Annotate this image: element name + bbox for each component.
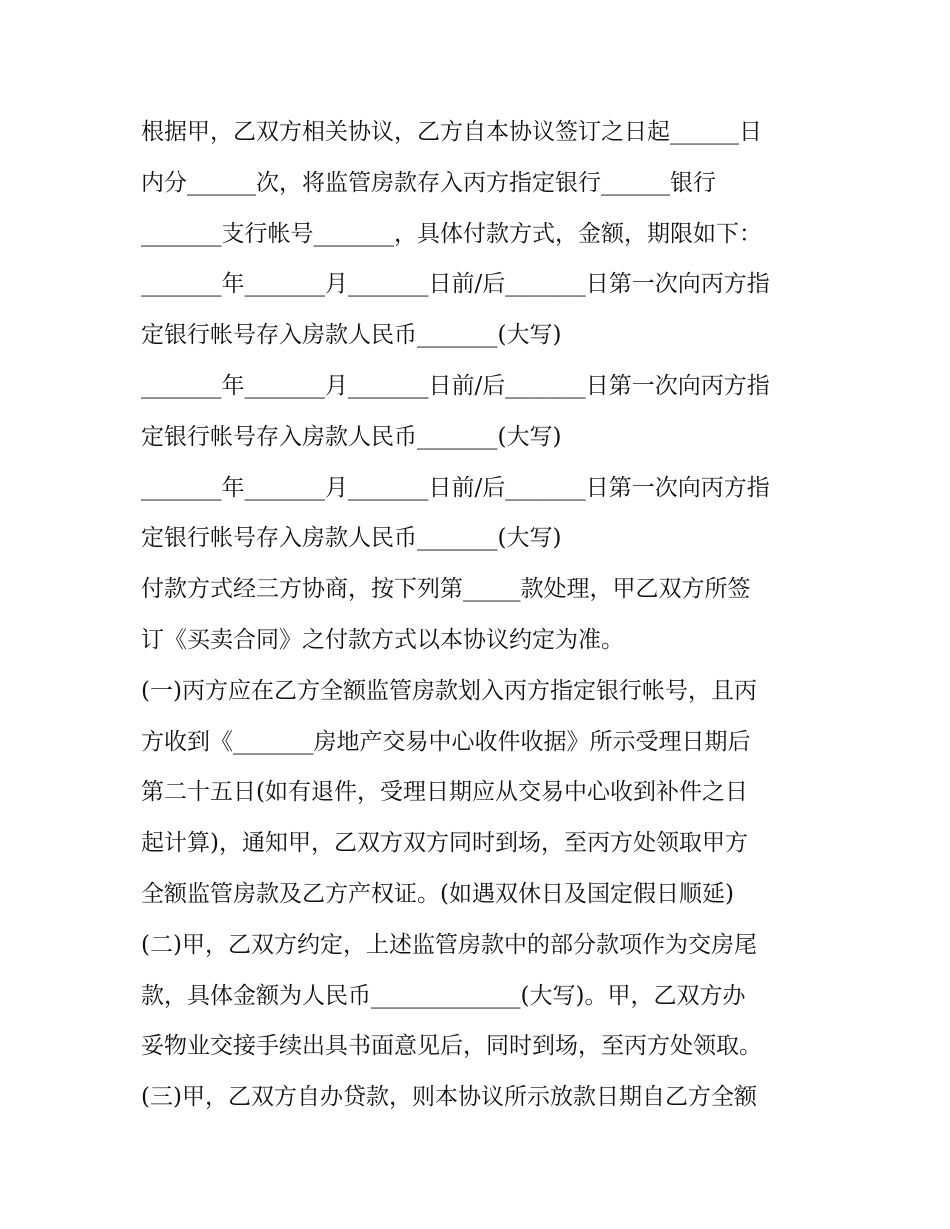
text-line: 定银行帐号存入房款人民币_______(大写) (141, 423, 562, 450)
document-body (141, 107, 821, 1123)
text-line: 订《买卖合同》之付款方式以本协议约定为准。 (141, 626, 624, 653)
text-line: (一)丙方应在乙方全额监管房款划入丙方指定银行帐号，且丙 (141, 677, 757, 704)
text-line: 方收到《_______房地产交易中心收件收据》所示受理日期后 (141, 728, 751, 755)
text-line: 根据甲，乙双方相关协议，乙方自本协议签订之日起______日 (141, 119, 762, 145)
text-line: 第二十五日(如有退件，受理日期应从交易中心收到补件之日 (141, 779, 748, 806)
text-line: 定银行帐号存入房款人民币_______(大写) (141, 525, 562, 552)
text-line: 定银行帐号存入房款人民币_______(大写) (141, 322, 562, 349)
text-line: 款，具体金额为人民币_____________(大写)。甲，乙双方办 (141, 982, 746, 1009)
text-line: _______年_______月_______日前/后_______日第一次向丙方指 (141, 271, 770, 298)
text-line: 全额监管房款及乙方产权证。(如遇双休日及国定假日顺延) (141, 880, 734, 907)
text-line: 起计算)，通知甲，乙双方双方同时到场，至丙方处领取甲方 (141, 830, 748, 857)
text-line: 妥物业交接手续出具书面意见后，同时到场，至丙方处领取。 (141, 1033, 762, 1060)
text-line: 付款方式经三方协商，按下列第_____款处理，甲乙双方所签 (141, 576, 751, 603)
text-line: _______年_______月_______日前/后_______日第一次向丙方指 (141, 372, 770, 399)
text-line: 内分______次，将监管房款存入丙方指定银行______银行 (141, 169, 716, 196)
text-line: _______年_______月_______日前/后_______日第一次向丙方指 (141, 474, 770, 501)
text-line: (三)甲，乙双方自办贷款，则本协议所示放款日期自乙方全额 (141, 1084, 757, 1111)
text-line: _______支行帐号_______，具体付款方式，金额，期限如下： (141, 220, 762, 247)
text-line: (二)甲，乙双方约定，上述监管房款中的部分款项作为交房尾 (141, 931, 757, 958)
